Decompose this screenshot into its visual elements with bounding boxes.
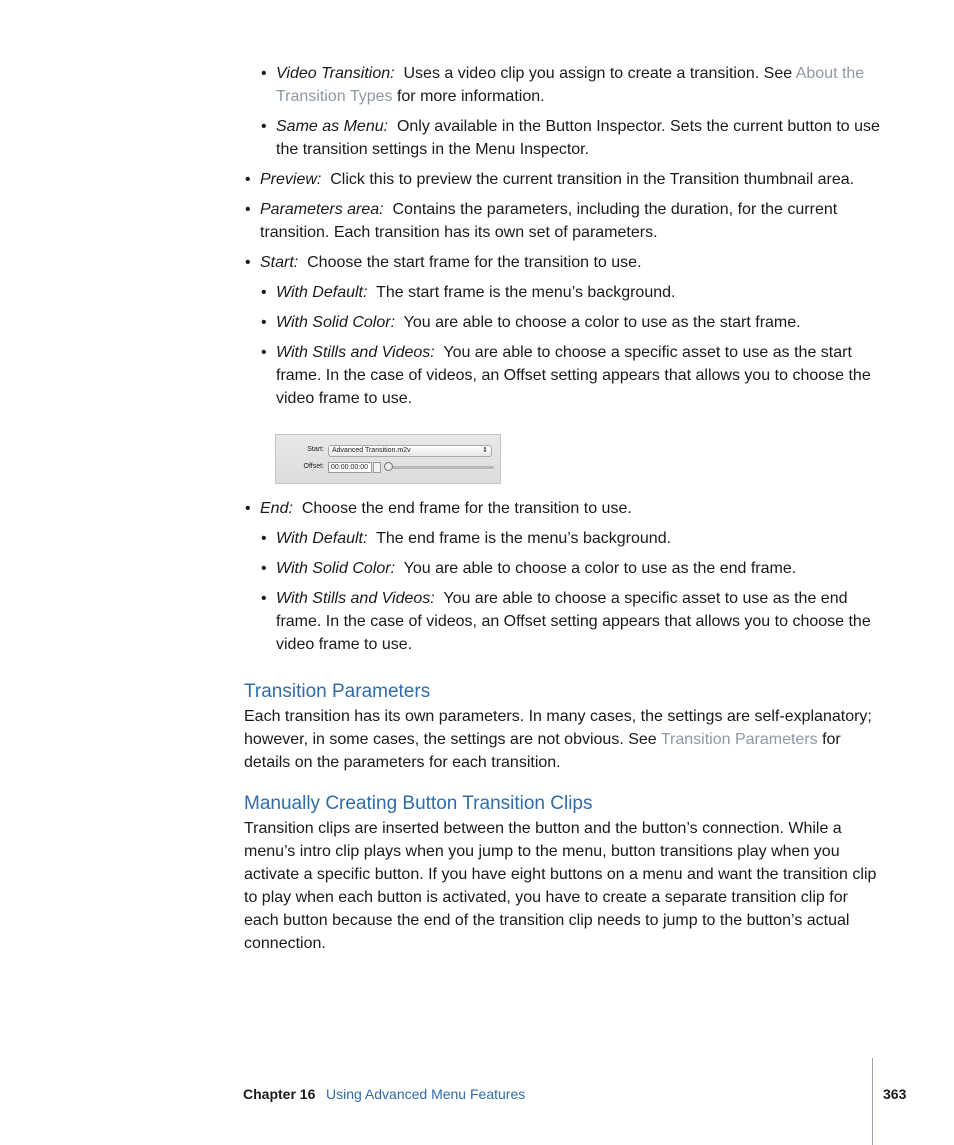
item-text: You are able to choose a color to use as the end frame. (403, 560, 797, 577)
list-item-preview (245, 168, 885, 191)
link-about-transition-types[interactable]: About the Transition Types (276, 65, 865, 105)
bullet: • (245, 171, 251, 188)
item-text: Contains the parameters, including the duration, for the current transition. Each transition has its own set of parameters. (260, 201, 838, 241)
footer-chapter: Chapter 16 (243, 1086, 316, 1102)
list-item-start-default (261, 281, 885, 304)
paragraph-text-after: for details on the parameters for each transition. (244, 731, 841, 771)
term: With Default: (276, 284, 368, 301)
footer-divider (872, 1058, 873, 1145)
page-number: 363 (883, 1086, 907, 1102)
item-text: Choose the end frame for the transition to use. (301, 500, 632, 517)
list-item-end-stills-videos (261, 587, 885, 656)
term: Start: (260, 254, 299, 271)
item-text-after: for more information. (392, 88, 545, 105)
bullet: • (261, 344, 267, 361)
paragraph-text: Each transition has its own parameters. In many cases, the settings are self-explanatory; however, in some cases, the settings are not obvious. See (244, 708, 872, 748)
section-heading-button-transition-clips: Manually Creating Button Transition Clips (244, 793, 593, 814)
item-text: The start frame is the menu’s background. (376, 284, 676, 301)
term: With Solid Color: (276, 560, 396, 577)
list-item-end (245, 497, 885, 520)
bullet: • (261, 590, 267, 607)
offset-timecode-value: 00:00:00:00 (331, 464, 368, 471)
popup-arrows-icon: ⇕ (482, 447, 488, 454)
bullet: • (261, 560, 267, 577)
term: End: (260, 500, 293, 517)
term: Preview: (260, 171, 322, 188)
bullet: • (245, 201, 251, 218)
item-text: Only available in the Button Inspector. Sets the current button to use the transition settings in the Menu Inspector. (276, 118, 880, 158)
term: With Solid Color: (276, 314, 396, 331)
link-transition-parameters[interactable]: Transition Parameters (660, 731, 818, 748)
bullet: • (261, 284, 267, 301)
bullet: • (245, 254, 251, 271)
bullet: • (245, 500, 251, 517)
item-text: The end frame is the menu’s background. (376, 530, 672, 547)
term: Parameters area: (260, 201, 384, 218)
start-popup-value: Advanced Transition.m2v (332, 447, 411, 454)
item-text: Choose the start frame for the transition to use. (307, 254, 642, 271)
offset-stepper[interactable] (373, 462, 381, 473)
bullet: • (261, 530, 267, 547)
list-item-video-transition (261, 62, 885, 108)
list-item-same-as-menu (261, 115, 885, 161)
item-text: You are able to choose a specific asset to use as the start frame. In the case of videos, an Offset setting appears that allows you to choose the video frame to use. (276, 344, 871, 407)
item-text: Click this to preview the current transition in the Transition thumbnail area. (330, 171, 855, 188)
offset-timecode-field[interactable] (328, 462, 372, 473)
list-item-parameters-area (245, 198, 885, 244)
section-heading-transition-parameters: Transition Parameters (244, 681, 431, 702)
offset-slider-knob[interactable] (384, 462, 393, 471)
bullet: • (261, 314, 267, 331)
term: With Stills and Videos: (276, 590, 435, 607)
item-text: Uses a video clip you assign to create a transition. See (403, 65, 796, 82)
offset-label: Offset: (303, 463, 324, 470)
list-item-start-stills-videos (261, 341, 885, 410)
term: With Default: (276, 530, 368, 547)
start-inspector-figure (275, 434, 501, 484)
term: Video Transition: (276, 65, 395, 82)
list-item-start-solid-color (261, 311, 885, 334)
start-popup-menu[interactable] (328, 445, 492, 457)
item-text: You are able to choose a specific asset to use as the end frame. In the case of videos, an Offset setting appears that allows you to choose the video frame to use. (276, 590, 871, 653)
section-paragraph-button-transition-clips: Transition clips are inserted between the button and the button’s connection. While a menu’s intro clip plays when you jump to the menu, button transitions play when you activate a specific button. If you have eight buttons on a menu and want the transition clip to play when each button is activated, you have to create a separate transition clip for each button because the end of the transition clip needs to jump to the button’s actual connection. (244, 820, 877, 952)
section-paragraph-transition-parameters (244, 705, 884, 774)
list-item-end-default (261, 527, 885, 550)
bullet: • (261, 118, 267, 135)
offset-slider-track[interactable] (386, 466, 494, 469)
term: With Stills and Videos: (276, 344, 435, 361)
list-item-end-solid-color (261, 557, 885, 580)
footer-chapter-title[interactable]: Using Advanced Menu Features (326, 1086, 526, 1102)
start-label: Start: (307, 446, 324, 453)
list-item-start (245, 251, 885, 274)
term: Same as Menu: (276, 118, 389, 135)
item-text: You are able to choose a color to use as the start frame. (403, 314, 801, 331)
bullet: • (261, 65, 267, 82)
